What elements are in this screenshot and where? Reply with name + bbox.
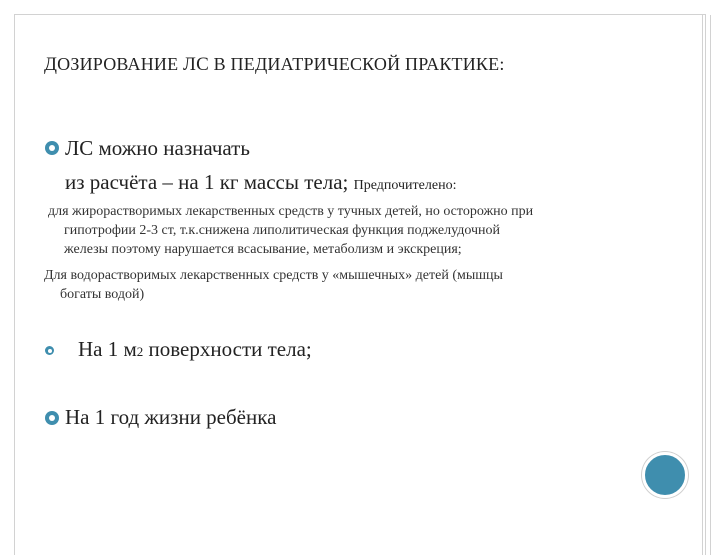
bullet-icon [45,411,59,425]
bullet2-sub: 2 [136,344,144,359]
bullet2-text [78,337,312,362]
slide-title [44,54,644,76]
bullet1-line1: ЛС можно назначать [65,136,250,160]
title-first-letter: Д [44,54,58,75]
right-rail [702,15,711,555]
paragraph-fat-soluble [48,202,648,259]
title-part-1: ОЗИРОВАНИЕ [57,54,179,74]
para2-line2: богаты водой) [60,287,145,302]
para1-line3: железы поэтому нарушается всасывание, метаболизм и экскреция; [64,242,462,257]
para1-line1: для жирорастворимых лекарственных средств у тучных детей, но осторожно при [48,204,534,219]
title-ls: ЛС [182,54,209,75]
bullet-icon [45,141,59,155]
decorative-circle [642,452,688,498]
bullet1-line2 [65,170,456,195]
bullet1-note: Предпочителено: [353,178,457,193]
bullet1-line2-text: из расчёта – на 1 кг массы тела; [65,170,349,194]
title-part-2: В ПЕДИАТРИЧЕСКОЙ ПРАКТИКЕ: [213,54,505,74]
para2-line1: Для водорастворимых лекарственных средств у «мышечных» детей (мышцы [44,268,503,283]
paragraph-water-soluble [44,266,644,304]
bullet-icon-small [45,346,54,355]
para1-line2: гипотрофии 2-3 ст, т.к.снижена липолитическая функция поджелудочной [64,223,500,238]
bullet3-text: На 1 год жизни ребёнка [65,405,277,429]
bullet2-suffix: поверхности тела; [143,337,312,361]
bullet2-prefix: На 1 м [78,337,137,361]
